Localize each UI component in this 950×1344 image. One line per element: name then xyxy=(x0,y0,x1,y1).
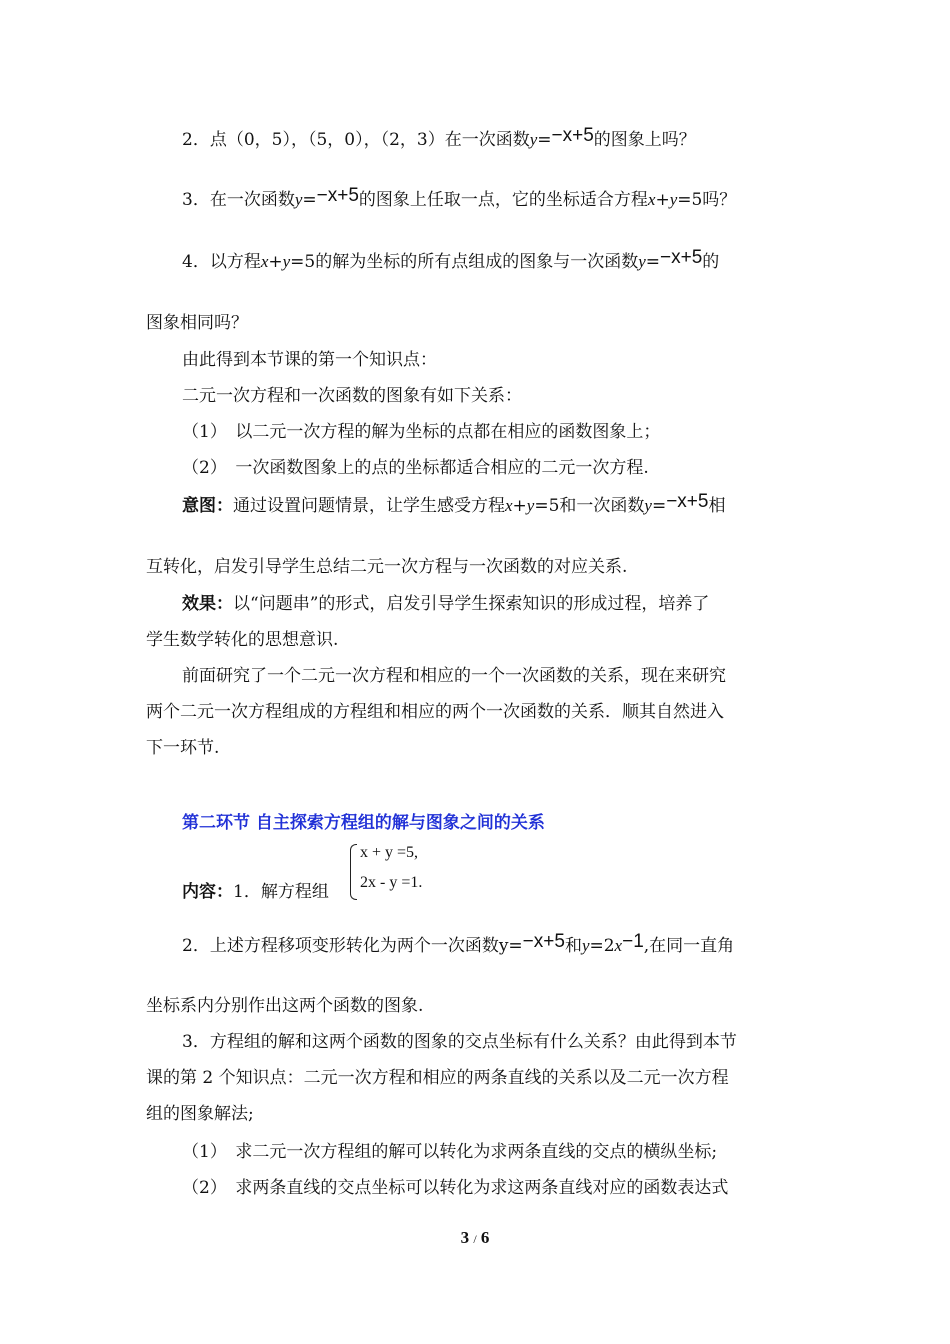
knowledge-item-1: （1） 以二元一次方程的解为坐标的点都在相应的函数图象上； xyxy=(182,422,661,442)
question-4: 4．以方程x+y=5的解为坐标的所有点组成的图象与一次函数y=−x+5的 xyxy=(182,247,720,272)
q3-expression: −x+5 xyxy=(316,185,359,206)
intent-paragraph: 意图：通过设置问题情景，让学生感受方程x+y=5和一次函数y=−x+5相 xyxy=(182,491,726,516)
section-heading: 第二环节 自主探索方程组的解与图象之间的关系 xyxy=(182,813,545,833)
item2-expression-1: −x+5 xyxy=(522,931,565,952)
equation-system xyxy=(350,842,470,900)
transition-line-3: 下一环节. xyxy=(146,738,220,758)
total-pages: 6 xyxy=(480,1228,490,1247)
content-item-3-line-1: 3．方程组的解和这两个函数的图象的交点坐标有什么关系？由此得到本节 xyxy=(182,1032,737,1052)
transition-line-2: 两个二元一次方程组成的方程组和相应的两个一次函数的关系．顺其自然进入 xyxy=(146,702,724,722)
effect-paragraph: 效果：以“问题串”的形式，启发引导学生探索知识的形成过程，培养了 xyxy=(182,594,710,614)
knowledge-item-2: （2） 一次函数图象上的点的坐标都适合相应的二元一次方程. xyxy=(182,458,649,478)
question-4-continued: 图象相同吗？ xyxy=(146,313,248,333)
q2-expression: −x+5 xyxy=(551,125,594,146)
intent-continued: 互转化，启发引导学生总结二元一次方程与一次函数的对应关系. xyxy=(146,557,628,577)
equation-1: x + y =5, xyxy=(360,844,419,861)
q4-expression: −x+5 xyxy=(660,247,703,268)
current-page: 3 xyxy=(460,1228,470,1247)
equation-2: 2x - y =1. xyxy=(360,874,423,891)
intent-label: 意图： xyxy=(182,496,233,516)
content-label: 内容： xyxy=(182,882,233,902)
intent-expression: −x+5 xyxy=(666,491,709,512)
question-3: 3．在一次函数y=−x+5的图象上任取一点，它的坐标适合方程x+y=5吗？ xyxy=(182,185,737,210)
item2-expression-2: −1 xyxy=(622,931,644,952)
transition-line-1: 前面研究了一个二元一次方程和相应的一个一次函数的关系，现在来研究 xyxy=(182,666,726,686)
content-item-3-line-2: 课的第 2 个知识点：二元一次方程和相应的两条直线的关系以及二元一次方程 xyxy=(146,1068,729,1088)
effect-label: 效果： xyxy=(182,594,233,614)
content-item-3-line-3: 组的图象解法; xyxy=(146,1104,254,1124)
content-item-2: 2．上述方程移项变形转化为两个一次函数y=−x+5和y=2x−1,在同一直角 xyxy=(182,931,735,956)
left-brace xyxy=(350,844,357,900)
content-sub-item-1: （1） 求二元一次方程组的解可以转化为求两条直线的交点的横纵坐标; xyxy=(182,1142,718,1162)
question-2: 2．点（0，5），（5，0），（2，3）在一次函数y=−x+5的图象上吗？ xyxy=(182,125,696,150)
content-item-2-continued: 坐标系内分别作出这两个函数的图象. xyxy=(146,996,424,1016)
page-number: 3 / 6 xyxy=(460,1228,490,1247)
knowledge-lead: 二元一次方程和一次函数的图象有如下关系： xyxy=(182,386,522,406)
content-item-1: 内容：1．解方程组 xyxy=(182,882,329,902)
knowledge-intro: 由此得到本节课的第一个知识点： xyxy=(182,350,437,370)
effect-continued: 学生数学转化的思想意识. xyxy=(146,630,339,650)
content-sub-item-2: （2） 求两条直线的交点坐标可以转化为求这两条直线对应的函数表达式 xyxy=(182,1178,729,1198)
q2-text: 2．点（0，5），（5，0），（2，3）在一次函数 xyxy=(182,130,530,150)
